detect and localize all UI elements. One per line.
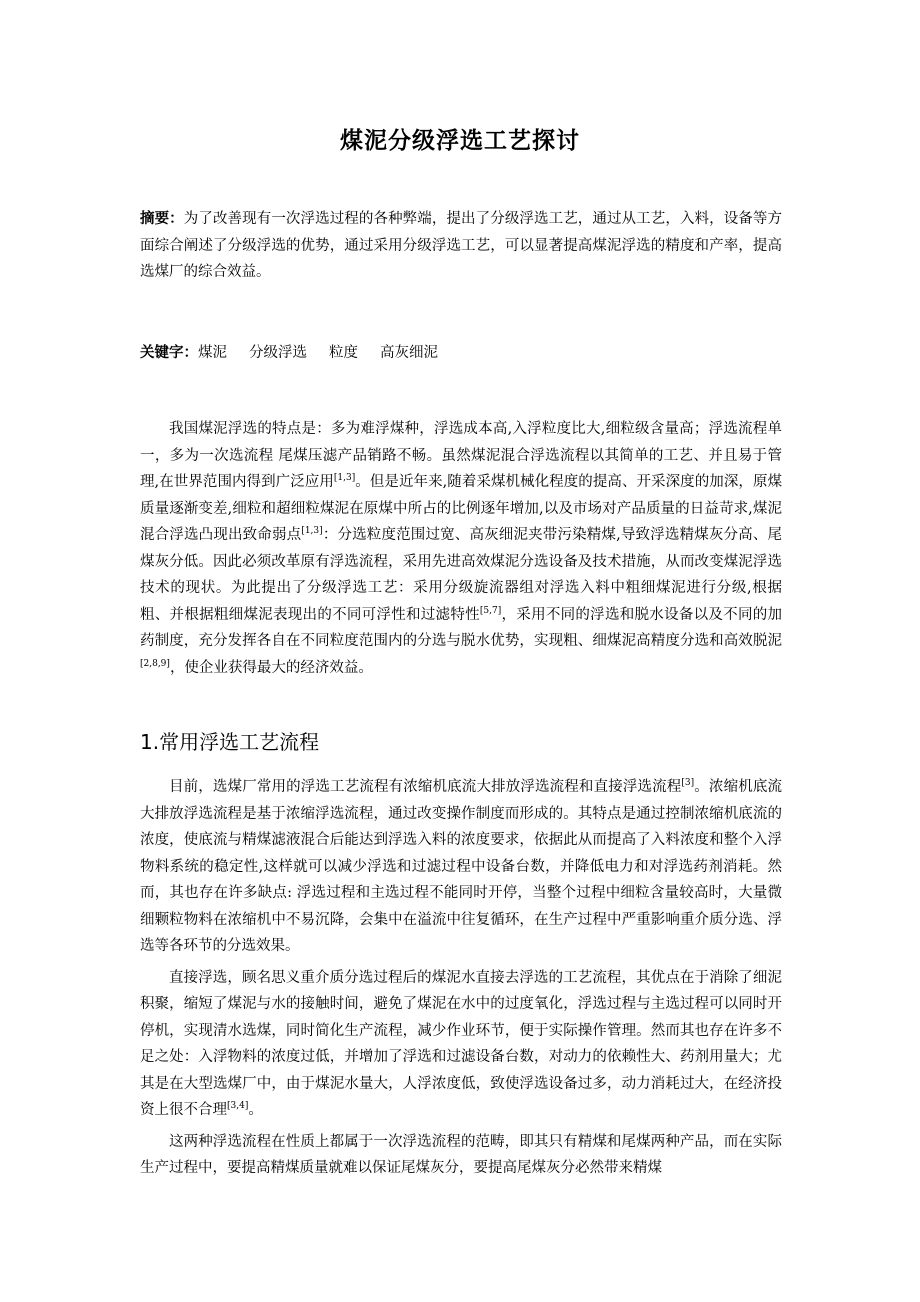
citation: [1,3]	[333, 473, 356, 483]
citation: [3]	[681, 778, 695, 788]
intro-paragraph	[140, 416, 782, 681]
abstract	[140, 206, 782, 286]
body-text: 目前，选煤厂常用的浮选工艺流程有浓缩机底流大排放浮选流程和直接浮选流程	[169, 779, 682, 795]
section-heading: 1.常用浮选工艺流程	[140, 730, 320, 754]
keyword-term: 高灰细泥	[380, 345, 438, 361]
abstract-text: 为了改善现有一次浮选过程的各种弊端，提出了分级浮选工艺，通过从工艺，入料，设备等方面综合阐述了分级浮选的优势，通过采用分级浮选工艺，可以显著提高煤泥浮选的精度和产率，提高选煤厂的综合效益。	[140, 211, 782, 280]
keyword-term: 分级浮选	[249, 345, 307, 361]
intro-text: 我国煤泥浮选的特点是：多为难浮煤种，浮选成本高,入浮粒度比大,细粒级含量高；浮选流程单一，多为一次选流程 尾煤压滤产品销路不畅。虽然煤泥混合浮选流程以其简单的工艺、并且易于管理,在世界范围内得到广泛应用	[140, 421, 782, 490]
intro-text: ，采用不同的浮选和脱水设备以及不同的加药制度，充分发挥各自在不同粒度范围内的分选与脱水优势，实现粗、细煤泥高精度分选和高效脱泥	[140, 606, 783, 649]
body-paragraph	[140, 965, 782, 1124]
citation: [2,8,9]	[140, 658, 170, 669]
citation: [5,7]	[479, 605, 502, 616]
keywords-label: 关键字：	[140, 345, 198, 361]
citation: [3,4]	[227, 1101, 249, 1111]
body-text: 直接浮选，顾名思义重介质分选过程后的煤泥水直接去浮选的工艺流程，其优点在于消除了细泥积聚，缩短了煤泥与水的接触时间，避免了煤泥在水中的过度氧化，浮选过程与主选过程可以同时开停机，实现清水选煤，同时简化生产流程，减少作业环节，便于实际操作管理。然而其也存在许多不足之处：入浮物料的浓度过低，并增加了浮选和过滤设备台数，对动力的依赖性大、药剂用量大；尤其是在大型选煤厂中，由于煤泥水量大，人浮浓度低，致使浮选设备过多，动力消耗过大，在经济投资上很不合理	[140, 969, 782, 1118]
intro-text: ，使企业获得最大的经济效益。	[169, 659, 373, 676]
body-text: 。浓缩机底流大排放浮选流程是基于浓缩浮选流程，通过改变操作制度而形成的。其特点是通过控制浓缩机底流的浓度，使底流与精煤滤液混合后能达到浮选入料的浓度要求，依据此从而提高了入料浓度和整个入浮物料系统的稳定性,这样就可以减少浮选和过滤过程中设备台数，并降低电力和对浮选药剂消耗。然而，其也存在许多缺点: 浮选过程和主选过程不能同时开停，当整个过程中细粒含量较高时，大量微细颗粒物料在浓缩机中不易沉降，会集中在溢流中往复循环，在生产过程中严重影响重介质分选、浮选等各环节的分选效果。	[140, 779, 782, 954]
keyword-term: 粒度	[329, 345, 358, 361]
intro-text: 。但是近年来,随着采煤机械化程度的提高、开采深度的加深，原煤质量逐渐变差,细粒和超细粒煤泥在原煤中所占的比例逐年增加,以及市场对产品质量的日益苛求,煤泥混合浮选凸现出致命弱点	[140, 474, 783, 543]
body-text: 。	[248, 1102, 263, 1118]
intro-section	[140, 416, 782, 686]
citation: [1,3]	[301, 526, 323, 536]
keyword-term: 煤泥	[198, 345, 227, 361]
keywords	[140, 340, 782, 367]
body-paragraph	[140, 1129, 782, 1182]
body-paragraph	[140, 774, 782, 960]
abstract-label: 摘要：	[140, 211, 184, 227]
body-text: 这两种浮选流程在性质上都属于一次浮选流程的范畴，即其只有精煤和尾煤两种产品，而在实际生产过程中，要提高精煤质量就难以保证尾煤灰分，要提高尾煤灰分必然带来精煤	[140, 1133, 782, 1176]
section-1-body	[140, 774, 782, 1187]
intro-text: ：分选粒度范围过宽、高灰细泥夹带污染精煤,导致浮选精煤灰分高、尾煤灰分低。因此必须改革原有浮选流程，采用先进高效煤泥分选设备及技术措施，从而改变煤泥浮选技术的现状。为此提出了分级浮选工艺：采用分级旋流器组对浮选入料中粗细煤泥进行分级,根据粗、并根据粗细煤泥表现出的不同可浮性和过滤特性	[140, 527, 783, 623]
document-title: 煤泥分级浮选工艺探讨	[340, 128, 580, 154]
